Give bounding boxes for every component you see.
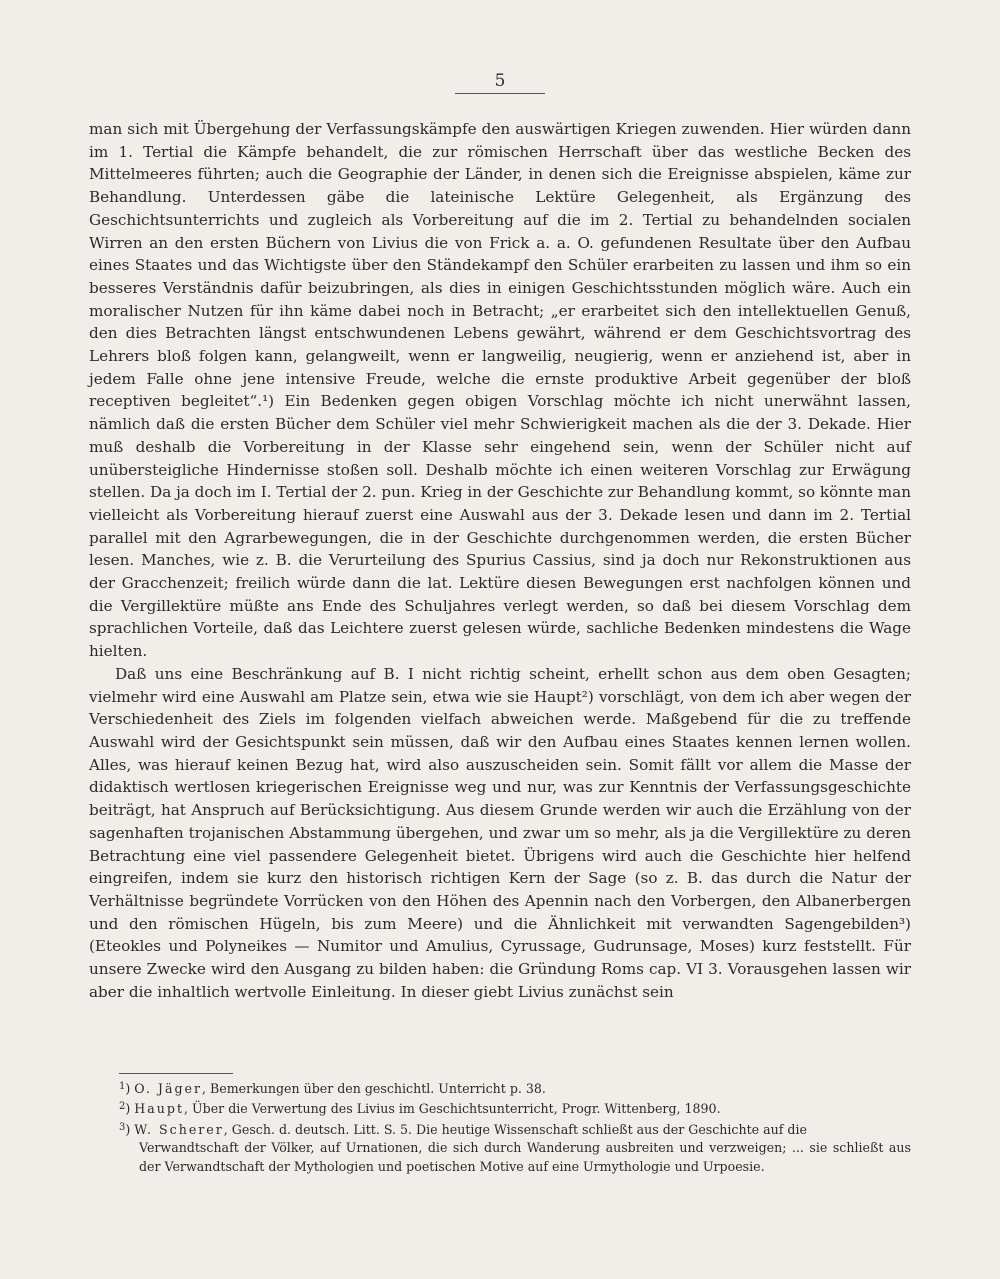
footnote-author: O. Jäger [134,1081,202,1096]
footnote-marker: 2 [119,1101,126,1113]
footnote-text: , Über die Verwertung des Livius im Geschichtsunterricht, Progr. Wittenberg, 1890. [184,1101,721,1117]
paragraph-2: Daß uns eine Beschränkung auf B. I nicht richtig scheint, erhellt schon aus dem oben Gesagten; vielmehr wird eine Auswahl am Platze sein, etwa wie sie Haupt²) vorschlägt, von dem ich aber wegen der Verschiedenheit des Ziels im folgenden vielfach abweichen werde. Maßgebend für die zu treffende Auswahl wird der Gesichtspunkt sein müssen, daß wir den Aufbau eines Staates kennen lernen wollen. Alles, was hierauf keinen Bezug hat, wird also auszuscheiden sein. Somit fällt vor allem die Masse der didaktisch wertlosen kriegerischen Ereignisse weg und nur, was zur Kenntnis der Verfassungsgeschichte beiträgt, hat Anspruch auf Berücksichtigung. Aus diesem Grunde werden wir auch die Erzählung von der sagenhaften trojanischen Abstammung übergehen, und zwar um so mehr, als ja die Vergillektüre zu deren Betrachtung eine viel passendere Gelegenheit bietet. Übrigens wird auch die Geschichte hier helfend eingreifen, indem sie kurz den historisch richtigen Kern der Sage (so z. B. das durch die Natur der Verhältnisse begründete Vorrücken von den Höhen des Apennin nach den Vorbergen, den Albanerbergen und den römischen Hügeln, bis zum Meere) und die Ähnlichkeit mit verwandten Sagengebilden³) (Eteokles und Polyneikes — Numitor und Amulius, Cyrussage, Gudrunsage, Moses) kurz feststellt. Für unsere Zwecke wird den Ausgang zu bilden haben: die Gründung Roms cap. VI 3. Vorausgehen lassen wir aber die inhaltlich wertvolle Einleitung. In dieser giebt Livius zunächst sein [89,664,911,1001]
footnote-marker: 3 [119,1121,126,1133]
footnote-rule [119,1073,233,1074]
footnote-text: , Bemerkungen über den geschichtl. Unterricht p. 38. [201,1081,546,1096]
footnote-2: $^2$) Haupt, Über die Verwertung des Livius im Geschichtsunterricht, Progr. Wittenberg, 1890. [119,1101,721,1117]
paragraph-1: man sich mit Übergehung der Verfassungskämpfe den auswärtigen Kriegen zuwenden. Hier würden dann im 1. Tertial die Kämpfe behandelt, die zur römischen Herrschaft über das westliche Becken des Mittelmeeres führten; auch die Geographie der Länder, in denen sich die Ereignisse abspielen, käme zur Behandlung. Unterdessen gäbe die lateinische Lektüre Gelegenheit, als Ergänzung des Geschichtsunterrichts und zugleich als Vorbereitung auf die im 2. Tertial zu behandelnden socialen Wirren an den ersten Büchern von Livius die von Frick a. a. O. gefundenen Resultate über den Aufbau eines Staates und das Wichtigste über den Ständekampf den Schüler erarbeiten zu lassen und ihm so ein besseres Verständnis dafür beizubringen, als dies in einigen Geschichtsstunden möglich wäre. Auch ein moralischer Nutzen für ihn käme dabei noch in Betracht; „er erarbeitet sich den intellektuellen Genuß, den dies Betrachten längst entschwundenen Lebens gewährt, während er dem Geschichtsvortrag des Lehrers bloß folgen kann, gelangweilt, wenn er langweilig, neugierig, wenn er anziehend ist, aber in jedem Falle ohne jene intensive Freude, welche die ernste produktive Arbeit gegenüber der bloß receptiven begleitet“.¹) Ein Bedenken gegen obigen Vorschlag möchte ich nicht unerwähnt lassen, nämlich daß die ersten Bücher dem Schüler viel mehr Schwierigkeit machen als die der 3. Dekade. Hier muß deshalb die Vorbereitung in der Klasse sehr eingehend sein, wenn der Schüler nicht auf unübersteigliche Hindernisse stoßen soll. Deshalb möchte ich einen weiteren Vorschlag zur Erwägung stellen. Da ja doch im I. Tertial der 2. pun. Krieg in der Geschichte zur Behandlung kommt, so könnte man vielleicht als Vorbereitung hierauf zuerst eine Auswahl aus der 3. Dekade lesen und dann im 2. Tertial parallel mit den Agrarbewegungen, die in der Geschichte durchgenommen werden, die ersten Bücher lesen. Manches, wie z. B. die Verurteilung des Spurius Cassius, sind ja doch nur Rekonstruktionen aus der Gracchenzeit; freilich würde dann die lat. Lektüre diesen Bewegungen erst nachfolgen können und die Vergillektüre müßte ans Ende des Schuljahres verlegt werden, so daß bei diesem Vorschlag dem sprachlichen Vorteile, daß das Leichtere zuerst gelesen würde, sachliche Bedenken mindestens die Wage hielten. [89,120,911,661]
footnote-continuation: Verwandtschaft der Völker, auf Urnationen, die sich durch Wanderung ausbreiten und verzweigen; ... sie schließt aus der Verwandtschaft der Mythologien und poetischen Motive auf eine Urmythologie und Urpoesie. [139,1140,911,1174]
page-number-rule [455,93,545,94]
body-text [89,118,911,1003]
footnote-author: W. Scherer [134,1121,224,1137]
footnote-3: $^3$) W. Scherer, Gesch. d. deutsch. Litt. S. 5. Die heutige Wissenschaft schließt aus der Geschichte auf die Verwandtschaft der Völker, auf Urnationen, die sich durch Wanderung ausbreiten und verzweigen; ... sie schließt aus der Verwandtschaft der Mythologien und poetischen Motive auf eine Urmythologie und Urpoesie. [119,1119,911,1176]
footnote-marker: 1 [119,1081,126,1092]
page-number: 5 [494,71,506,91]
footnote-1: $^1$) O. Jäger, Bemerkungen über den geschichtl. Unterricht p. 38. [119,1081,546,1096]
footnote-author: Haupt [134,1101,185,1117]
footnote-text: , Gesch. d. deutsch. Litt. S. 5. Die heutige Wissenschaft schließt aus der Geschichte auf die [223,1121,807,1137]
footnotes [119,1078,911,1176]
